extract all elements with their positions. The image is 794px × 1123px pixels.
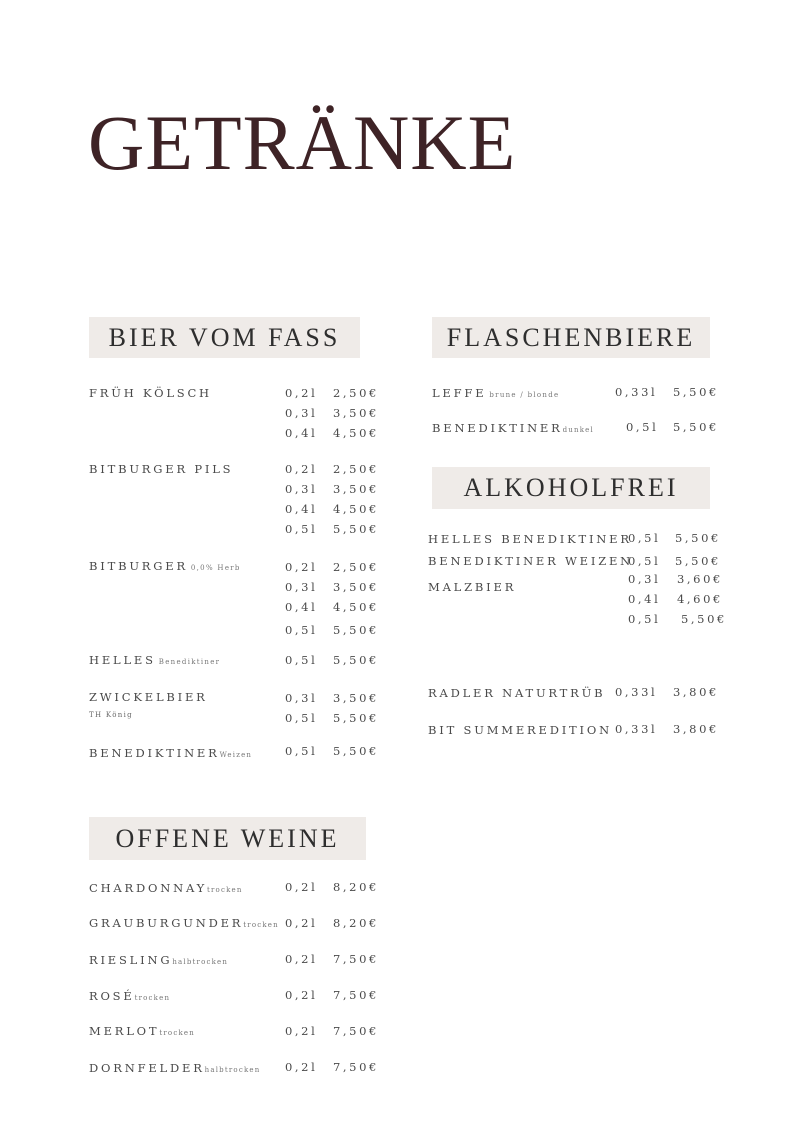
item-name: RIESLING	[89, 953, 173, 967]
item-subtitle: halbtrocken	[172, 958, 229, 966]
item-price: 5,50€	[675, 554, 721, 568]
item-price: 4,50€	[333, 600, 379, 614]
item-size: 0,3l	[285, 406, 318, 420]
item-name: MALZBIER	[428, 580, 517, 594]
section-header-flaschenbiere: FLASCHENBIERE	[432, 317, 710, 358]
item-price: 3,80€	[673, 722, 719, 736]
item-size: 0,4l	[285, 600, 318, 614]
item-subtitle: Weizen	[219, 751, 253, 759]
section-header-offene-weine: OFFENE WEINE	[89, 817, 366, 860]
item-size: 0,2l	[285, 988, 318, 1002]
item-size: 0,2l	[285, 1024, 318, 1038]
item-size: 0,4l	[285, 426, 318, 440]
section-header-alkoholfrei: ALKOHOLFREI	[432, 467, 710, 509]
item-size: 0,5l	[285, 623, 318, 637]
item-name: MERLOT	[89, 1024, 160, 1038]
item-size: 0,3l	[285, 691, 318, 705]
item-price: 5,50€	[673, 420, 719, 434]
item-price: 7,50€	[333, 952, 379, 966]
item-size: 0,5l	[628, 531, 661, 545]
item-price: 8,20€	[333, 916, 379, 930]
item-size: 0,4l	[285, 502, 318, 516]
item-subtitle: trocken	[134, 994, 171, 1002]
item-size: 0,2l	[285, 462, 318, 476]
item-price: 5,50€	[333, 623, 379, 637]
item-size: 0,2l	[285, 560, 318, 574]
item-name: LEFFE	[432, 386, 487, 400]
item-name: BENEDIKTINER	[89, 746, 220, 760]
item-size: 0,2l	[285, 916, 318, 930]
item-price: 5,50€	[673, 385, 719, 399]
item-price: 3,60€	[677, 572, 723, 586]
item-subtitle: trocken	[243, 921, 279, 929]
item-price: 5,50€	[675, 531, 721, 545]
item-name-merlot	[89, 1026, 195, 1038]
item-size: 0,5l	[285, 653, 318, 667]
item-subtitle: halbtrocken	[204, 1066, 261, 1074]
item-subtitle: trocken	[159, 1029, 195, 1037]
item-name: CHARDONNAY	[89, 881, 207, 895]
item-size: 0,2l	[285, 1060, 318, 1074]
item-note: TH König	[89, 711, 133, 719]
item-name: ROSÉ	[89, 989, 135, 1003]
item-price: 2,50€	[333, 560, 379, 574]
item-price: 7,50€	[333, 988, 379, 1002]
item-subtitle: brune / blonde	[489, 391, 560, 399]
item-subtitle: trocken	[207, 886, 243, 894]
item-name: HELLES BENEDIKTINER	[428, 532, 632, 546]
item-name: BENEDIKTINER	[432, 421, 563, 435]
item-size: 0,33l	[615, 722, 658, 736]
item-price: 5,50€	[333, 711, 379, 725]
item-name-rose	[89, 991, 170, 1003]
item-size: 0,2l	[285, 386, 318, 400]
item-price: 8,20€	[333, 880, 379, 894]
item-price: 3,50€	[333, 691, 379, 705]
item-size: 0,5l	[626, 420, 659, 434]
item-name: ZWICKELBIER	[89, 690, 208, 704]
item-price: 5,50€	[333, 653, 379, 667]
item-price: 7,50€	[333, 1024, 379, 1038]
item-size: 0,2l	[285, 952, 318, 966]
item-name-grauburgunder	[89, 918, 279, 930]
item-price: 3,50€	[333, 406, 379, 420]
item-size: 0,33l	[615, 685, 658, 699]
item-name: RADLER NATURTRÜB	[428, 686, 606, 700]
item-size: 0,33l	[615, 385, 658, 399]
item-name: HELLES	[89, 653, 156, 667]
item-name-helles	[89, 655, 220, 667]
item-subtitle: 0,0% Herb	[190, 564, 241, 572]
item-price: 7,50€	[333, 1060, 379, 1074]
item-price: 5,50€	[333, 744, 379, 758]
item-name-chardonnay	[89, 883, 243, 895]
item-subtitle: Benediktiner	[158, 658, 221, 666]
item-name-riesling	[89, 955, 228, 967]
item-size: 0,5l	[628, 612, 661, 626]
item-price: 5,50€	[681, 612, 727, 626]
item-size: 0,4l	[628, 592, 661, 606]
item-name: BITBURGER	[89, 559, 188, 573]
item-price: 4,50€	[333, 502, 379, 516]
item-size: 0,3l	[285, 482, 318, 496]
item-name-bitburger-herb	[89, 561, 241, 573]
section-header-bier-vom-fass: BIER VOM FASS	[89, 317, 360, 358]
item-name: FRÜH KÖLSCH	[89, 386, 212, 400]
item-price: 4,60€	[677, 592, 723, 606]
item-name: BITBURGER PILS	[89, 462, 234, 476]
item-name-dornfelder	[89, 1063, 260, 1075]
item-size: 0,2l	[285, 880, 318, 894]
item-name: BIT SUMMEREDITION	[428, 723, 612, 737]
item-price: 2,50€	[333, 462, 379, 476]
item-name-leffe	[432, 388, 559, 400]
item-size: 0,3l	[285, 580, 318, 594]
item-price: 3,80€	[673, 685, 719, 699]
item-price: 4,50€	[333, 426, 379, 440]
item-name: GRAUBURGUNDER	[89, 916, 244, 930]
item-size: 0,5l	[628, 554, 661, 568]
item-price: 2,50€	[333, 386, 379, 400]
item-size: 0,3l	[628, 572, 661, 586]
item-name-benediktiner-dunkel	[432, 423, 594, 435]
item-name-benediktiner-weizen	[89, 748, 252, 760]
item-price: 3,50€	[333, 580, 379, 594]
item-size: 0,5l	[285, 744, 318, 758]
page-title: GETRÄNKE	[88, 99, 517, 186]
item-price: 5,50€	[333, 522, 379, 536]
item-size: 0,5l	[285, 522, 318, 536]
item-price: 3,50€	[333, 482, 379, 496]
item-name: BENEDIKTINER WEIZEN	[428, 554, 634, 568]
item-size: 0,5l	[285, 711, 318, 725]
item-subtitle: dunkel	[562, 426, 594, 434]
item-name: DORNFELDER	[89, 1061, 205, 1075]
